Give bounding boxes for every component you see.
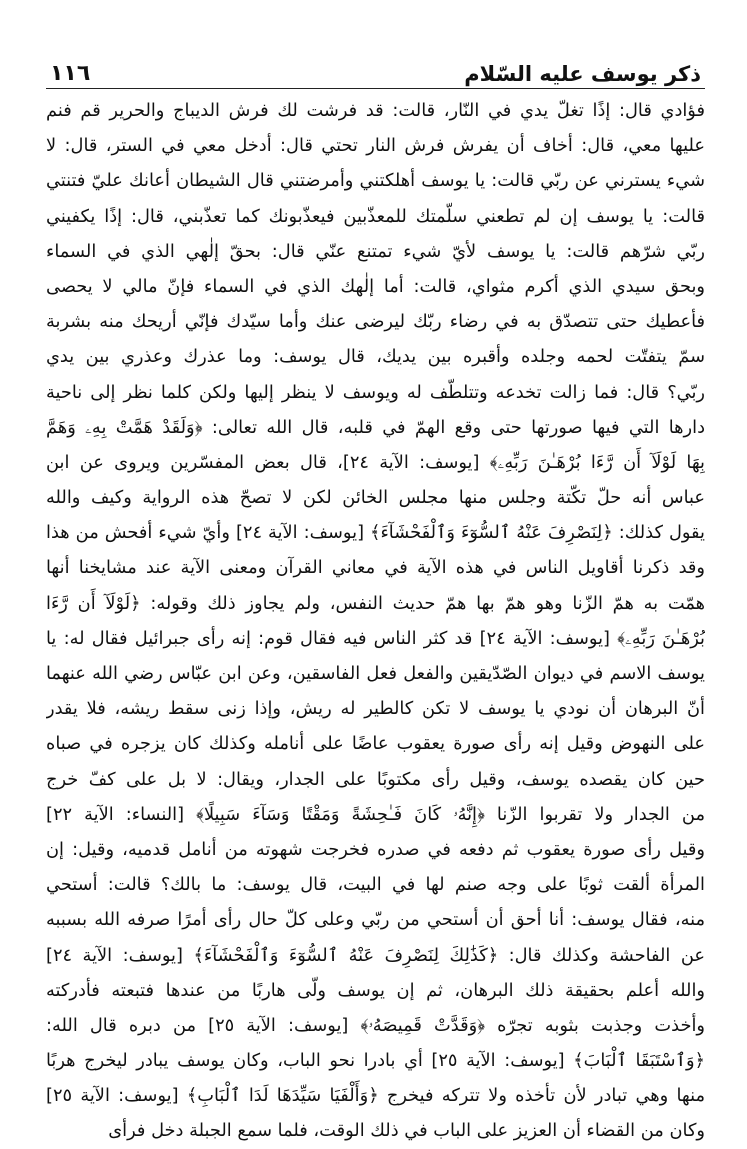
text-line: يقول كذلك: ﴿لِنَصْرِفَ عَنْهُ ٱلسُّوٓءَ وَٱلْفَحْشَآءَ﴾ [يوسف: الآية ٢٤] وأيّ شيء أفحش من هذا [46, 522, 705, 544]
text-line: عباس أنه حلّ تكّتة وجلس منها مجلس الخائن لكن لا تصحّ هذه الرواية وكيف والله [46, 487, 705, 509]
text-line: منها وهي تبادر لأن تأخذه ولا تتركه فيخرج ﴿وَأَلْفَيَا سَيِّدَهَا لَدَا ٱلْبَابِ﴾ [يوسف: الآية ٢٥] [46, 1085, 705, 1107]
text-line: سمّ يتفتّت لحمه وجلده وأقبره بين يديك، قال يوسف: وما عذرك وعذري بين يدي [46, 346, 705, 368]
text-line: حين كان يقصده يوسف، وقيل رأى مكتوبًا على الجدار، ويقال: لا بل على كفّ خرج [46, 768, 705, 790]
page-header [46, 46, 705, 89]
text-line: بُرْهَـٰنَ رَبِّهِۦ﴾ [يوسف: الآية ٢٤] قد كثر الناس فيه فقال قوم: إنه رأى جبرائيل فقال له: يا [46, 627, 705, 649]
text-line: ربّي؟ قال: فما زالت تخدعه وتتلطّف له ويوسف لا ينظر إليها ولكن كلما نظر إلى ناحية [46, 381, 705, 403]
text-line: قالت: يا يوسف إن لم تطعني سلّمتك للمعذّبين فيعذّبونك كما تعذّبني، قال: إذًا يكفيني [46, 205, 705, 227]
text-line: وأخذت وجذبت بثوبه تجرّه ﴿وَقَدَّتْ قَمِيصَهُۥ﴾ [يوسف: الآية ٢٥] من دبره قال الله: [46, 1014, 705, 1036]
text-line: من الجدار ولا تقربوا الزّنا ﴿إِنَّهُۥ كَانَ فَـٰحِشَةً وَمَقْتًا وَسَآءَ سَبِيلًا﴾ [النساء: الآية ٢٢] [46, 803, 705, 825]
body-text [46, 93, 705, 1149]
text-line: همّت به همّ الزّنا وهو همّ بها همّ حديث النفس، ولم يجاوز ذلك وقوله: ﴿لَوْلَآ أَن رَّءَا [46, 592, 705, 614]
text-line: فؤادي قال: إذًا تغلّ يدي في النّار، قالت: قد فرشت لك فرش الديباج والحرير قم فنم [46, 100, 705, 121]
text-line: شيء يسترني عن ربّي قالت: يا يوسف أهلكتني وأمرضتني قال الشيطان أعانك عليّ فتنتي [46, 170, 705, 192]
text-line: وبحق سيدي الذي أكرم مثواي، قالت: أما إلٰهك الذي في السماء فإنّ مالي لا يحصى [46, 275, 705, 297]
text-line: ﴿وَٱسْتَبَقَا ٱلْبَابَ﴾ [يوسف: الآية ٢٥] أي بادرا نحو الباب، وكان يوسف يبادر ليخرج هربًا [46, 1050, 705, 1072]
text-line: منه، فقال يوسف: أنا أحق أن أستحي من ربّي وعلى كلّ حال رأى أمرًا صرفه الله بسببه [46, 909, 705, 931]
page-number: ١١٦ [50, 61, 91, 86]
text-line: عليها معي، قال: أخاف أن يفرش فرش النار تحتي قال: أدخل معي في الستر، قال: لا [46, 135, 705, 157]
text-line: وكان من القضاء أن العزيز على الباب في ذلك الوقت، فلما سمع الجبلة دخل فرأى [108, 1120, 705, 1142]
text-line: وقيل رأى صورة يعقوب ثم دفعه في صدره فخرجت شهوته من أنامل قدميه، وقيل: إن [46, 838, 705, 860]
text-line: ربّي شرّهم قالت: يا يوسف لأيّ شيء تمتنع عنّي قال: بحقّ إلٰهي الذي في السماء [46, 240, 705, 262]
text-line: يوسف الاسم في ديوان الصّدّيقين والفعل فعل الفاسقين، وعن ابن عبّاس رضي الله عنهما [46, 663, 705, 684]
text-line: عن الفاحشة وكذلك قال: ﴿كَذَٰلِكَ لِنَصْرِفَ عَنْهُ ٱلسُّوٓءَ وَٱلْفَحْشَآءَ﴾ [يوسف: الآية ٢٤] [46, 944, 705, 966]
text-line: أنّ البرهان أن نودي يا يوسف لا تكن كالطير له ريش، وإذا زنى سقط ريشه، فلا يقدر [46, 698, 705, 720]
text-line: وقد ذكرنا أقاويل الناس في هذه الآية في معاني القرآن ومعنى الآية عند مشايخنا أنها [46, 557, 705, 579]
text-line: بِهَا لَوْلَآ أَن رَّءَا بُرْهَـٰنَ رَبِّهِۦ﴾ [يوسف: الآية ٢٤]، قال بعض المفسّرين ويروى عن ابن [46, 451, 705, 473]
text-line: فأعطيك حتى تتصدّق به في رضاء ربّك ليرضى عنك وأما سيّدك فإنّي أريحك منه بشربة [46, 311, 705, 333]
text-line: والله أعلم بحقيقة ذلك البرهان، ثم إن يوسف ولّى هاربًا من عندها فتبعته فأدركته [46, 979, 705, 1001]
text-line: على النهوض وقيل إنه رأى صورة يعقوب عاضًا على أنامله وكذلك كان يزجره في صباه [46, 733, 705, 755]
text-line: دارها التي فيها صورتها حتى وقع الهمّ في قلبه، قال الله تعالى: ﴿وَلَقَدْ هَمَّتْ بِهِۦ وَهَمَّ [46, 416, 705, 438]
text-line: المرأة ألقت ثوبًا على وجه صنم لها في البيت، قال يوسف: ما بالك؟ قالت: أستحي [46, 874, 705, 896]
running-title: ذكر يوسف عليه السّلام [464, 62, 701, 86]
